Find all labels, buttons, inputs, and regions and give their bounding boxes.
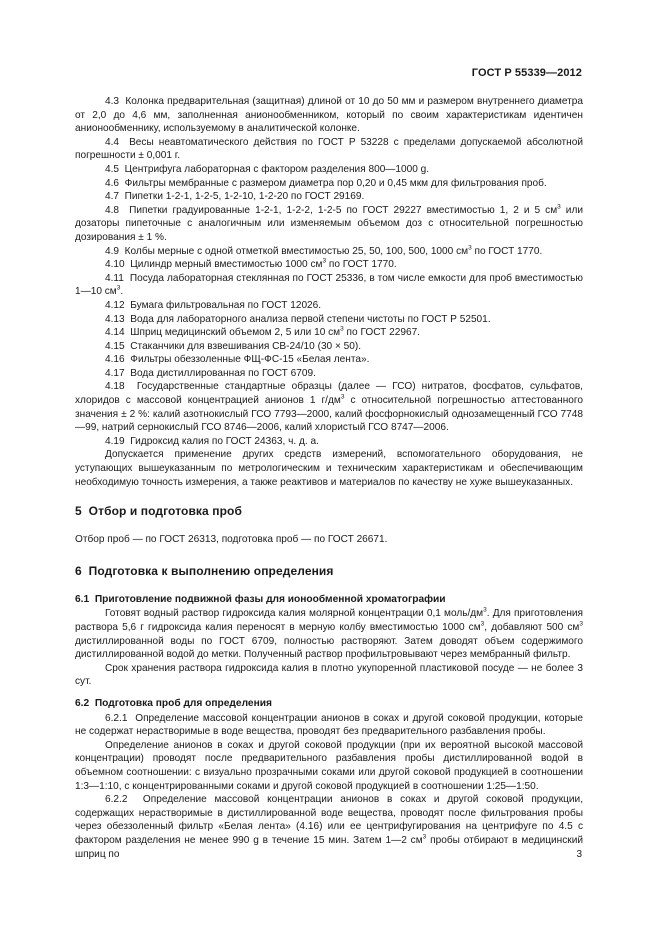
equipment-item [75,380,583,434]
item-number: 4.8 [105,204,120,216]
item-text: Бумага фильтровальная по ГОСТ 12026. [130,299,322,311]
item-text: Фильтры обеззоленные ФЩ-ФС-15 «Белая лента». [130,354,370,366]
equipment-item [75,340,583,354]
item-text: Пипетки 1-2-1, 1-2-5, 1-2-10, 1-2-20 по ГОСТ 29169. [124,191,365,203]
item-text-continued: с относительной погрешностью аттестованного значения ± 2 %: калий азотнокислый ГСО 7793—2000, калий фосфорнокислый однозамещенный ГСО 7748—99, натрий сернокислый ГСО 8746—2006, калий хлористый ГСО 8747—2006. [75,395,583,434]
superscript: 3 [340,325,344,333]
subsection-6-1-heading: 6.1 Приготовление подвижной фазы для ионообменной хроматографии [75,593,446,605]
item-text-continued: . [120,286,124,298]
item-text-continued: или дозаторы пипеточные с аналогичным или изменяемым объемом доз с относительной погрешностью дозирования ± 1 %. [75,204,583,243]
item-number: 4.19 [105,435,125,447]
section-6-heading [75,564,583,579]
item-text: Колонка предварительная (защитная) длиной от 10 до 50 мм и размером внутреннего диаметра от 2,0 до 4,6 мм, заполненная анионообменником, который по своим характеристикам идентичен анионообменнику, используемому в аналитической колонке. [75,96,583,135]
subsection-6-2-heading: 6.2 Подготовка проб для определения [75,697,272,709]
superscript: 3 [116,284,121,292]
item-number: 4.6 [105,177,120,189]
equipment-item [75,190,583,204]
item-number: 4.3 [105,96,120,107]
equipment-item [75,245,583,259]
item-text: Центрифуга лабораторная с фактором разделения 800—1000 g. [124,163,430,175]
item-number: 4.18 [105,381,125,393]
item-number: 4.11 [105,272,124,284]
equipment-item [75,204,583,245]
equipment-list [75,95,583,448]
equipment-item [75,299,583,313]
equipment-item [75,258,583,272]
page-content [75,95,583,861]
section-5-number: 5 [75,504,82,519]
equipment-item [75,326,583,340]
superscript: 3 [468,244,472,252]
item-number: 4.13 [105,313,125,325]
clause-6-2-1-paragraph-2: Определение анионов в соках и другой соковой продукции (при их вероятной высокой массовой концентрации) проводят после предварительного разбавления пробы дистиллированной водой в объемном соотношении: с визуально прозрачными соками или другой соковой продукцией в соотношении 1:3—1:10, с концентрированными соками и другой соковой продукцией в соотношении 1:25—1:50. [75,739,583,792]
item-text: Посуда лабораторная стеклянная по ГОСТ 25336, в том числе емкости для проб вместимостью 1—10 см [75,272,584,298]
item-number: 4.17 [105,367,125,379]
item-text: Вода для лабораторного анализа первой степени чистоты по ГОСТ Р 52501. [130,313,491,325]
equipment-item [75,435,583,449]
item-number: 4.12 [105,299,125,311]
clause-6-2-2: 6.2.2 Определение массовой концентрации анионов в соках и другой соковой продукции, содержащих нерастворимые в дистиллированной воде вещества, проводят после фильтрования пробы через обеззоленный фильтр «Белая лента» (4.16) или ее центрифугирования на центрифуге по 4.5 с фактором разделения не менее 990 g в течение 15 мин. Затем 1—2 $см^3$ пробы отбирают в медицинский шприц по [75,794,584,860]
item-text-continued: по ГОСТ 1770. [326,259,397,271]
page-number: 3 [576,849,582,860]
item-number: 4.9 [105,245,120,257]
equipment-item [75,353,583,367]
item-number: 4.4 [105,136,120,148]
equipment-item [75,367,583,381]
equipment-note: Допускается применение других средств измерений, вспомогательного оборудования, не уступающих вышеуказанным по метрологическим и техническим характеристикам и обеспечивающим необходимую точность измерения, а также реактивов и материалов по качеству не хуже вышеуказанных. [75,449,583,488]
section-5-heading [75,504,583,519]
item-text: Вода дистиллированная по ГОСТ 6709. [130,367,316,379]
superscript: 3 [557,203,561,211]
item-number: 4.5 [105,163,120,175]
section-5-text: Отбор проб — по ГОСТ 26313, подготовка проб — по ГОСТ 26671. [75,534,388,546]
item-number: 4.14 [105,327,125,339]
item-text: Колбы мерные с одной отметкой вместимостью 25, 50, 100, 500, 1000 см [124,245,469,257]
equipment-item [75,136,583,163]
equipment-item [75,177,583,191]
superscript: 3 [322,257,327,265]
item-text: Цилиндр мерный вместимостью 1000 см [130,259,323,271]
section-6-number: 6 [75,563,82,578]
item-text: Государственные стандартные образцы (далее — ГСО) нитратов, фосфатов, сульфатов, хлоридов с массовой концентрацией анионов 1 г/дм [75,381,583,407]
item-text: Стаканчики для взвешивания СВ-24/10 (30 × 50). [130,340,362,352]
item-text: Весы неавтоматического действия по ГОСТ Р 53228 с пределами допускаемой абсолютной погрешности ± 0,001 г. [75,136,583,162]
equipment-item [75,163,583,177]
subsection-6-1-paragraph-2: Срок хранения раствора гидроксида калия в плотно укупоренной пластиковой посуде — не более 3 сут. [75,662,583,688]
equipment-item [75,272,583,299]
section-5-title: Отбор и подготовка проб [88,504,242,519]
item-text: Гидроксид калия по ГОСТ 24363, ч. д. а. [130,435,319,447]
section-6-title: Подготовка к выполнению определения [88,563,334,578]
item-text-continued: по ГОСТ 22967. [343,327,420,339]
clause-6-2-1: 6.2.1 Определение массовой концентрации анионов в соках и другой соковой продукции, которые не содержат нерастворимые в воде вещества, проводят без предварительного разбавления пробы. [75,712,584,738]
equipment-item [75,313,583,327]
item-number: 4.7 [105,191,120,203]
item-number: 4.15 [105,340,125,352]
document-number-header: ГОСТ Р 55339—2012 [471,67,582,79]
item-text: Пипетки градуированные 1-2-1, 1-2-2, 1-2-5 по ГОСТ 29227 вместимостью 1, 2 и 5 см [129,204,558,216]
item-text-continued: по ГОСТ 1770. [471,245,543,257]
item-number: 4.10 [105,259,125,271]
subsection-6-1-paragraph-1: Готовят водный раствор гидроксида калия молярной концентрации 0,1 моль/$дм^3$. Для приготовления раствора 5,6 г гидроксида калия переносят в мерную колбу вместимостью 1000 $см^3$, добавляют 500 $см^3$ дистиллированной воды по ГОСТ 6709, полностью растворяют. Затем доводят объем содержимого дистиллированной водой до метки. Полученный раствор профильтровывают через мембранный фильтр. [75,607,584,661]
item-text: Шприц медицинский объемом 2, 5 или 10 см [130,327,341,339]
superscript: 3 [340,393,345,401]
item-text: Фильтры мембранные с размером диаметра пор 0,20 и 0,45 мкм для фильтрования проб. [124,177,547,189]
item-number: 4.16 [105,354,125,366]
equipment-item [75,95,583,136]
